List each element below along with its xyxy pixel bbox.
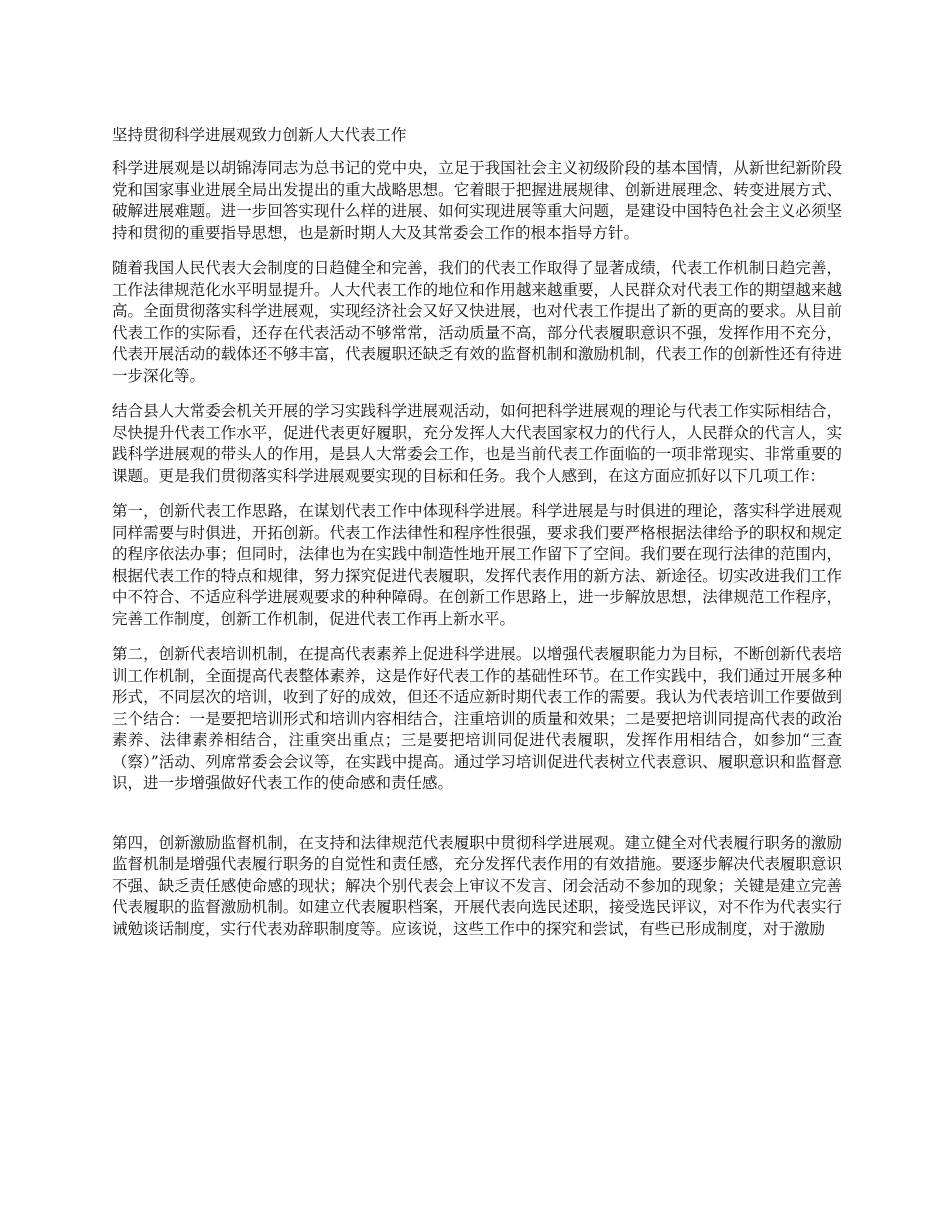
paragraph-point-two: 第二，创新代表培训机制，在提高代表素养上促进科学进展。以增强代表履职能力为目标，不断创新代表培训工作机制，全面提高代表整体素养，这是作好代表工作的基础性环节。在工作实践中，我们通过开展多种形式，不同层次的培训，收到了好的成效，但还不适应新时期代表工作的需要。我认为代表培训工作要做到三个结合：一是要把培训形式和培训内容相结合，注重培训的质量和效果；二是要把培训同提高代表的政治素养、法律素养相结合，注重突出重点；三是要把培训同促进代表履职，发挥作用相结合，如参加“三查（察）”活动、列席常委会会议等，在实践中提高。通过学习培训促进代表树立代表意识、履职意识和监督意识，进一步增强做好代表工作的使命感和责任感。 [112, 645, 842, 792]
document-title: 坚持贯彻科学进展观致力创新人大代表工作 [112, 126, 407, 144]
paragraph-point-four: 第四，创新激励监督机制，在支持和法律规范代表履职中贯彻科学进展观。建立健全对代表履行职务的激励监督机制是增强代表履行职务的自觉性和责任感，充分发挥代表作用的有效措施。要逐步解决代表履职意识不强、缺乏责任感使命感的现状；解决个别代表会上审议不发言、闭会活动不参加的现象；关键是建立完善代表履职的监督激励机制。如建立代表履职档案，开展代表向选民述职，接受选民评议，对不作为代表实行诫勉谈话制度，实行代表劝辞职制度等。应该说，这些工作中的探究和尝试，有些已形成制度，对于激励 [112, 833, 842, 938]
paragraph-current-situation: 随着我国人民代表大会制度的日趋健全和完善，我们的代表工作取得了显著成绩，代表工作机制日趋完善，工作法律规范化水平明显提升。人大代表工作的地位和作用越来越重要，人民群众对代表工作的期望越来越高。全面贯彻落实科学进展观，实现经济社会又好又快进展，也对代表工作提出了新的更高的要求。从目前代表工作的实际看，还存在代表活动不够常常，活动质量不高，部分代表履职意识不强，发挥作用不充分，代表开展活动的载体还不够丰富，代表履职还缺乏有效的监督机制和激励机制，代表工作的创新性还有待进一步深化等。 [112, 259, 842, 385]
paragraph-tasks: 结合县人大常委会机关开展的学习实践科学进展观活动，如何把科学进展观的理论与代表工作实际相结合，尽快提升代表工作水平，促进代表更好履职，充分发挥人大代表国家权力的代行人，人民群众的代言人，实践科学进展观的带头人的作用，是县人大常委会工作，也是当前代表工作面临的一项非常现实、非常重要的课题。更是我们贯彻落实科学进展观要实现的目标和任务。我个人感到，在这方面应抓好以下几项工作： [112, 402, 842, 485]
paragraph-point-one: 第一，创新代表工作思路，在谋划代表工作中体现科学进展。科学进展是与时俱进的理论，落实科学进展观同样需要与时俱进，开拓创新。代表工作法律性和程序性很强，要求我们要严格根据法律给予的职权和规定的程序依法办事；但同时，法律也为在实践中制造性地开展工作留下了空间。我们要在现行法律的范围内，根据代表工作的特点和规律，努力探究促进代表履职，发挥代表作用的新方法、新途径。切实改进我们工作中不符合、不适应科学进展观要求的种种障碍。在创新工作思路上，进一步解放思想，法律规范工作程序，完善工作制度，创新工作机制，促进代表工作再上新水平。 [112, 502, 842, 628]
paragraph-intro: 科学进展观是以胡锦涛同志为总书记的党中央，立足于我国社会主义初级阶段的基本国情，从新世纪新阶段党和国家事业进展全局出发提出的重大战略思想。它着眼于把握进展规律、创新进展理念、转变进展方式、破解进展难题。进一步回答实现什么样的进展、如何实现进展等重大问题，是建设中国特色社会主义必须坚持和贯彻的重要指导思想，也是新时期人大及其常委会工作的根本指导方针。 [112, 159, 842, 242]
document-page [112, 124, 842, 954]
